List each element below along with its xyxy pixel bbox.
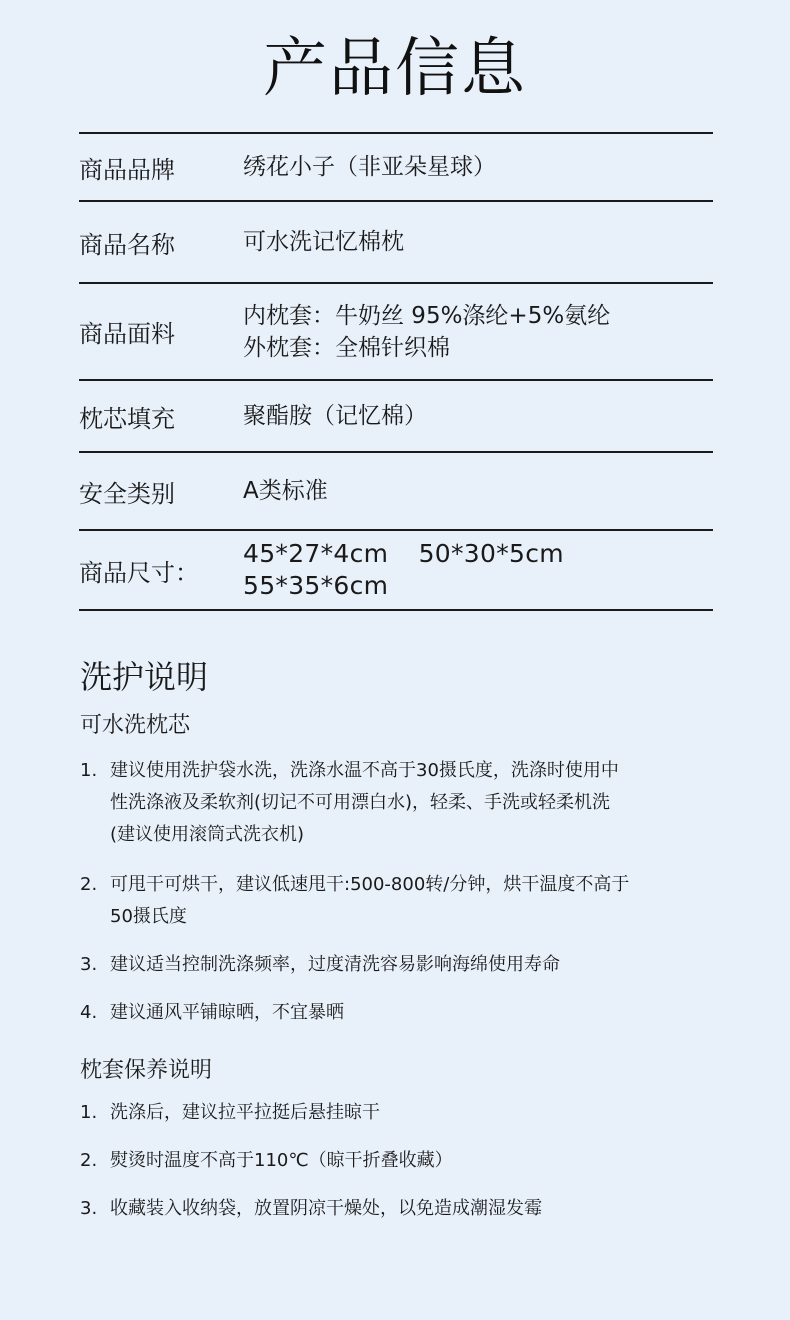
info-row-brand	[79, 132, 713, 200]
list-item	[80, 755, 720, 851]
list-item-number: 3.	[80, 1198, 98, 1219]
pillowcase-care-list	[80, 1097, 720, 1225]
list-item-number: 2.	[80, 874, 98, 895]
info-label: 商品面料	[79, 320, 175, 348]
list-item-line: 可甩干可烘干，建议低速甩干:500-800转/分钟，烘干温度不高于	[110, 874, 630, 895]
list-item-line: (建议使用滚筒式洗衣机)	[110, 824, 305, 845]
info-value	[243, 475, 328, 507]
info-value-line: 可水洗记忆棉枕	[243, 229, 404, 255]
list-item	[80, 949, 720, 981]
list-item-line: 熨烫时温度不高于110℃（晾干折叠收藏）	[110, 1150, 453, 1171]
list-item	[80, 997, 720, 1029]
info-row-filling	[79, 379, 713, 451]
section-title-pillowcase: 枕套保养说明	[80, 1058, 213, 1083]
list-item-line: 收藏装入收纳袋，放置阴凉干燥处，以免造成潮湿发霉	[110, 1198, 542, 1219]
info-value-line: 内枕套：牛奶丝 95%涤纶+5%氨纶	[243, 302, 611, 329]
info-row-name	[79, 200, 713, 282]
list-item-number: 2.	[80, 1150, 98, 1171]
info-value	[243, 300, 610, 364]
list-item	[80, 1193, 720, 1225]
info-row-material	[79, 282, 713, 379]
list-item-line: 建议适当控制洗涤频率，过度清洗容易影响海绵使用寿命	[110, 954, 560, 975]
info-value-line: 聚酯胺（记忆棉）	[243, 403, 427, 429]
list-item-line: 50摄氏度	[110, 906, 187, 927]
list-item-line: 洗涤后，建议拉平拉挺后悬挂晾干	[110, 1102, 380, 1123]
info-value-line: 绣花小子（非亚朵星球）	[243, 154, 496, 180]
list-item	[80, 1145, 720, 1177]
page-title: 产品信息	[263, 32, 527, 106]
info-label: 商品尺寸：	[79, 558, 199, 587]
size-option: 55*35*6cm	[243, 571, 389, 600]
info-label: 商品名称	[79, 230, 175, 259]
info-value-sizes	[243, 538, 713, 602]
list-item	[80, 869, 720, 933]
size-option: 45*27*4cm	[243, 539, 389, 568]
list-item-line: 建议通风平铺晾晒，不宜暴晒	[110, 1002, 344, 1023]
info-value	[243, 226, 404, 258]
list-item-number: 1.	[80, 760, 98, 781]
info-value	[243, 400, 427, 432]
list-item-number: 4.	[80, 1002, 98, 1023]
care-title: 洗护说明	[80, 658, 209, 696]
list-item-line: 性洗涤液及柔软剂(切记不可用漂白水)，轻柔、手洗或轻柔机洗	[110, 792, 611, 813]
info-row-size	[79, 529, 713, 611]
pillow-core-care-list	[80, 755, 720, 1029]
info-label: 商品品牌	[79, 155, 175, 184]
list-item	[80, 1097, 720, 1129]
info-value-line: 外枕套：全棉针织棉	[243, 334, 450, 361]
section-title-pillow-core: 可水洗枕芯	[80, 713, 191, 738]
list-item-line: 建议使用洗护袋水洗，洗涤水温不高于30摄氏度，洗涤时使用中	[110, 760, 619, 781]
list-item-number: 1.	[80, 1102, 98, 1123]
info-row-safety	[79, 451, 713, 529]
list-item-number: 3.	[80, 954, 98, 975]
info-value-line: A类标准	[243, 478, 328, 504]
info-value	[243, 151, 496, 183]
info-label: 安全类别	[79, 479, 175, 508]
info-label: 枕芯填充	[79, 404, 175, 433]
product-info-table	[79, 132, 713, 611]
size-option: 50*30*5cm	[418, 539, 564, 568]
